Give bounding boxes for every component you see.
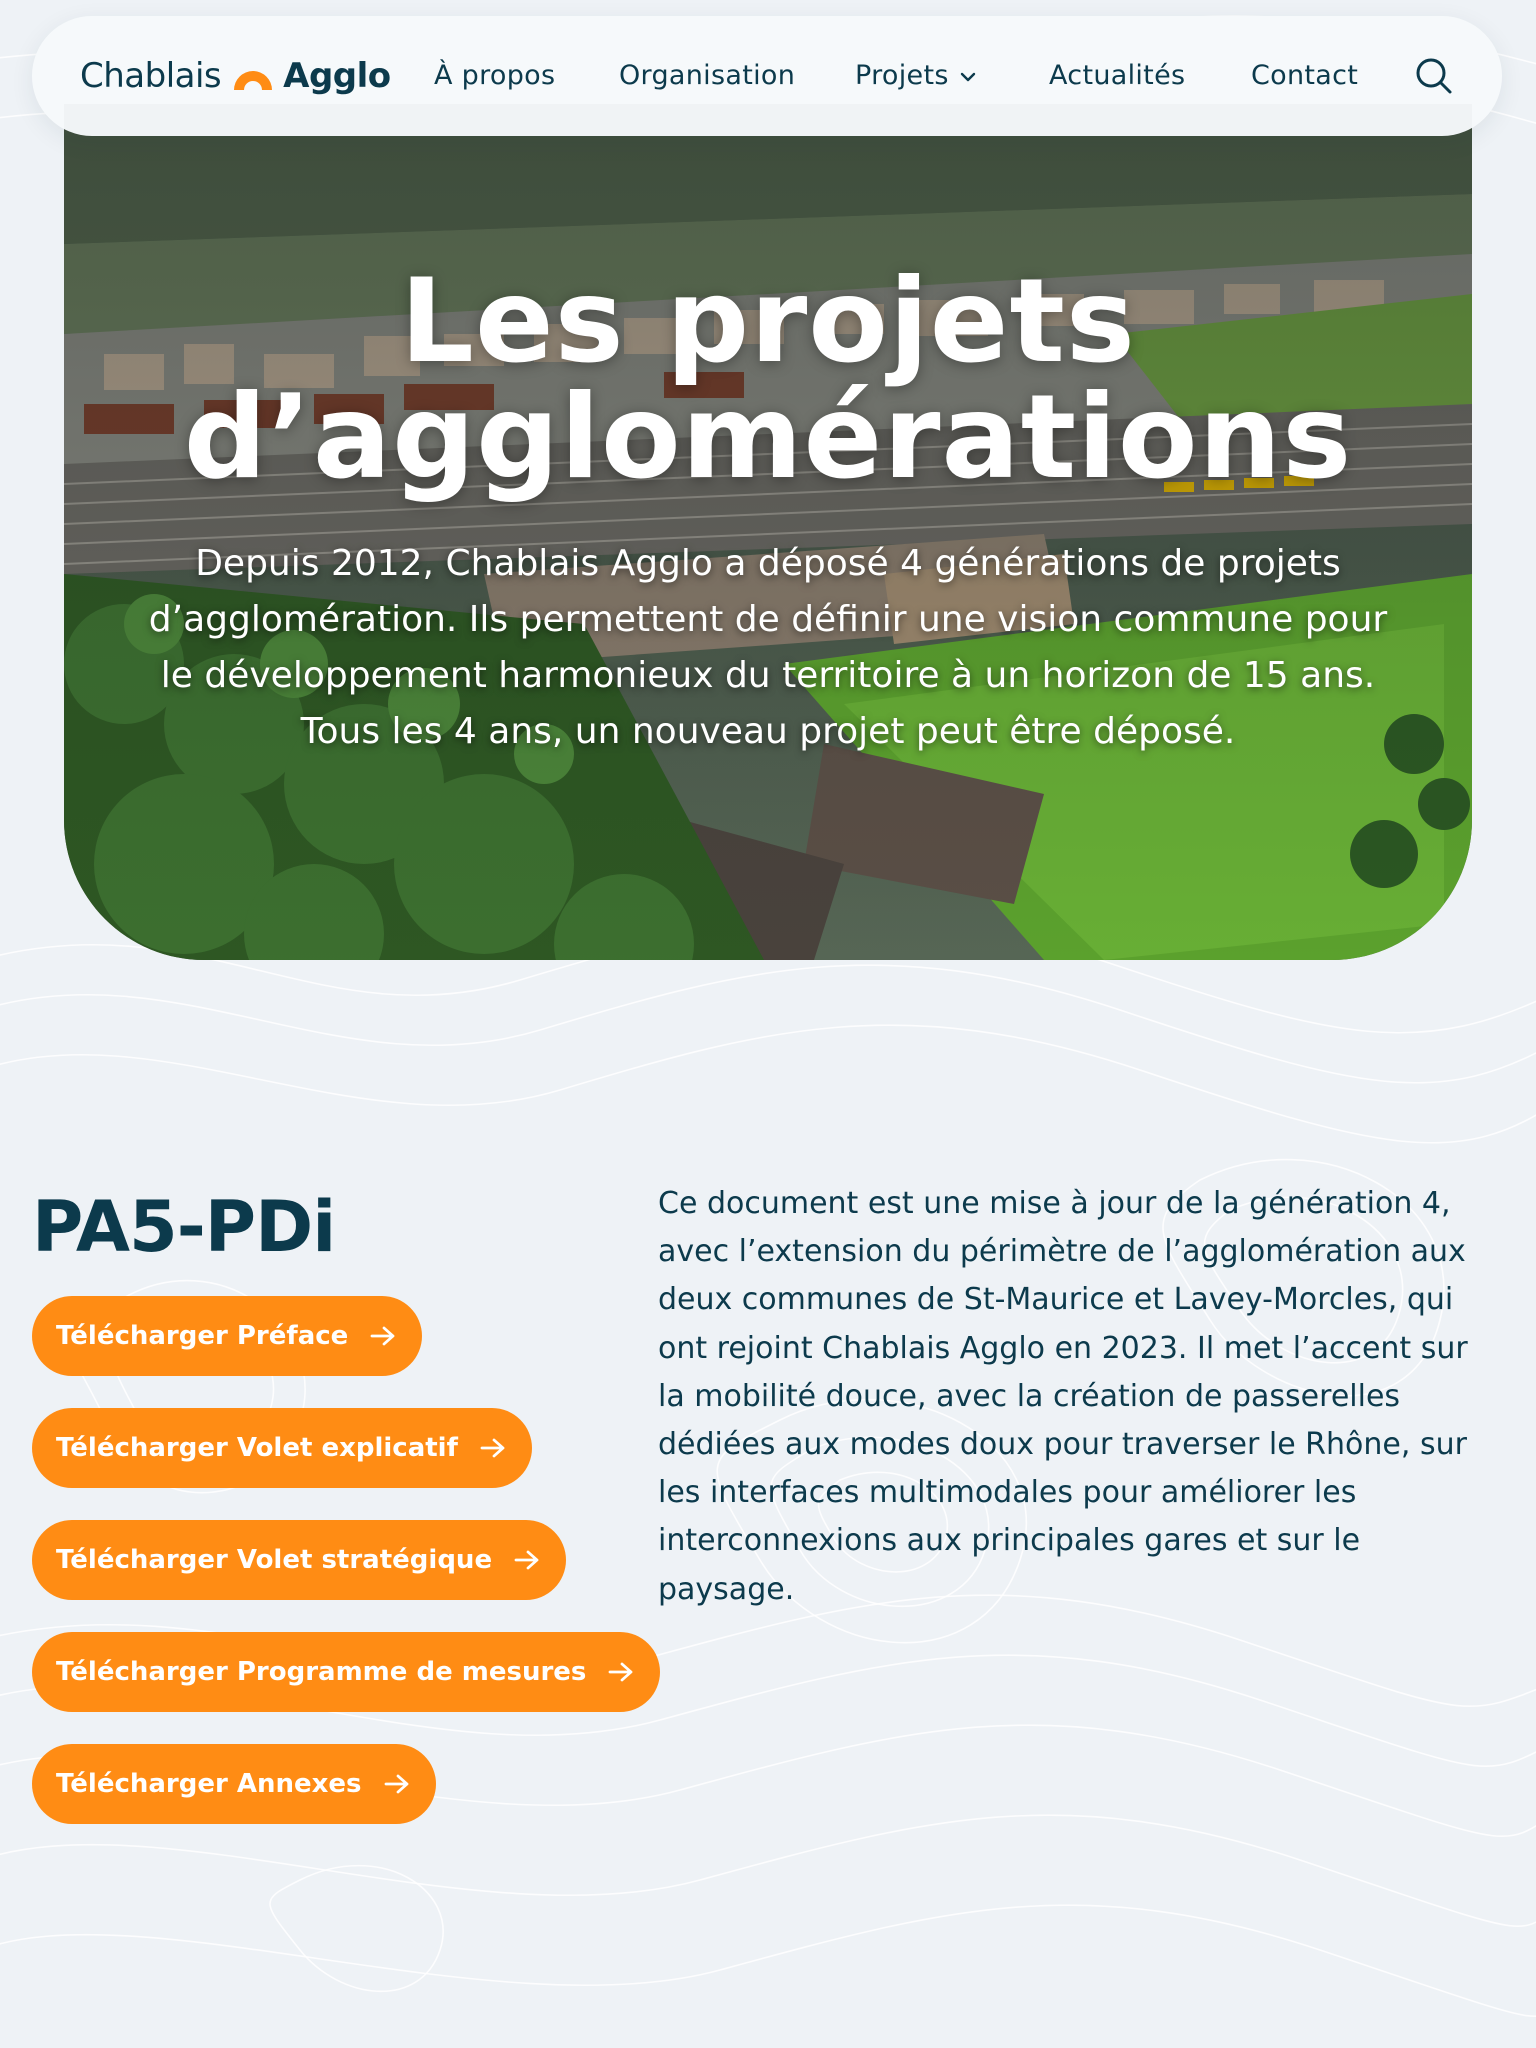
- search-icon: [1414, 56, 1454, 96]
- nav-item-projets-label: Projets: [855, 60, 949, 91]
- logo-text-chablais: Chablais: [80, 56, 222, 96]
- sun-arc-icon: [231, 67, 275, 91]
- chablais-agglo-logo[interactable]: [80, 56, 391, 96]
- logo-text-agglo: Agglo: [283, 56, 391, 96]
- hero-title-line2: d’agglomérations: [183, 370, 1353, 505]
- arrow-right-icon: [480, 1437, 506, 1459]
- download-volet-strategique-button[interactable]: [32, 1520, 566, 1600]
- arrow-right-icon: [608, 1661, 634, 1683]
- nav-item-actualites[interactable]: Actualités: [1049, 60, 1186, 91]
- section-title: PA5-PDi: [32, 1186, 336, 1268]
- download-preface-button[interactable]: [32, 1296, 422, 1376]
- arrow-right-icon: [370, 1325, 396, 1347]
- hero-title-line1: Les projets: [400, 254, 1136, 389]
- download-volet-strategique-label: Télécharger Volet stratégique: [56, 1545, 493, 1575]
- hero-description: Depuis 2012, Chablais Agglo a déposé 4 générations de projets d’agglomération. Ils permettent de définir une vision commune pour le développement harmonieux du territoire à un horizon de 15 ans. Tous les 4 ans, un nouveau projet peut être déposé.: [148, 543, 1388, 752]
- download-programme-mesures-button[interactable]: [32, 1632, 660, 1712]
- hero-title: [64, 254, 1472, 505]
- nav-item-contact[interactable]: Contact: [1251, 60, 1359, 91]
- hero-banner: [64, 104, 1472, 960]
- nav-item-organisation[interactable]: Organisation: [619, 60, 796, 91]
- chevron-down-icon: [959, 71, 977, 83]
- hero-aerial-photo: [64, 104, 1472, 960]
- search-button[interactable]: [1414, 56, 1454, 96]
- nav-item-projets[interactable]: [855, 56, 977, 96]
- download-annexes-label: Télécharger Annexes: [56, 1769, 362, 1799]
- arrow-right-icon: [384, 1773, 410, 1795]
- download-programme-mesures-label: Télécharger Programme de mesures: [56, 1657, 587, 1687]
- download-volet-explicatif-label: Télécharger Volet explicatif: [56, 1433, 458, 1463]
- nav-item-a-propos[interactable]: À propos: [434, 60, 556, 91]
- section-description: Ce document est une mise à jour de la génération 4, avec l’extension du périmètre de l’agglomération aux deux communes de St-Maurice et Lavey-Morcles, qui ont rejoint Chablais Agglo en 2023. Il met l’accent sur la mobilité douce, avec la création de passerelles dédiées aux modes doux pour traverser le Rhône, sur les interfaces multimodales pour améliorer les interconnexions aux principales gares et sur le paysage.: [658, 1186, 1468, 1607]
- download-annexes-button[interactable]: [32, 1744, 436, 1824]
- download-volet-explicatif-button[interactable]: [32, 1408, 532, 1488]
- main-navigation: [32, 16, 1502, 136]
- arrow-right-icon: [514, 1549, 540, 1571]
- download-preface-label: Télécharger Préface: [56, 1321, 349, 1351]
